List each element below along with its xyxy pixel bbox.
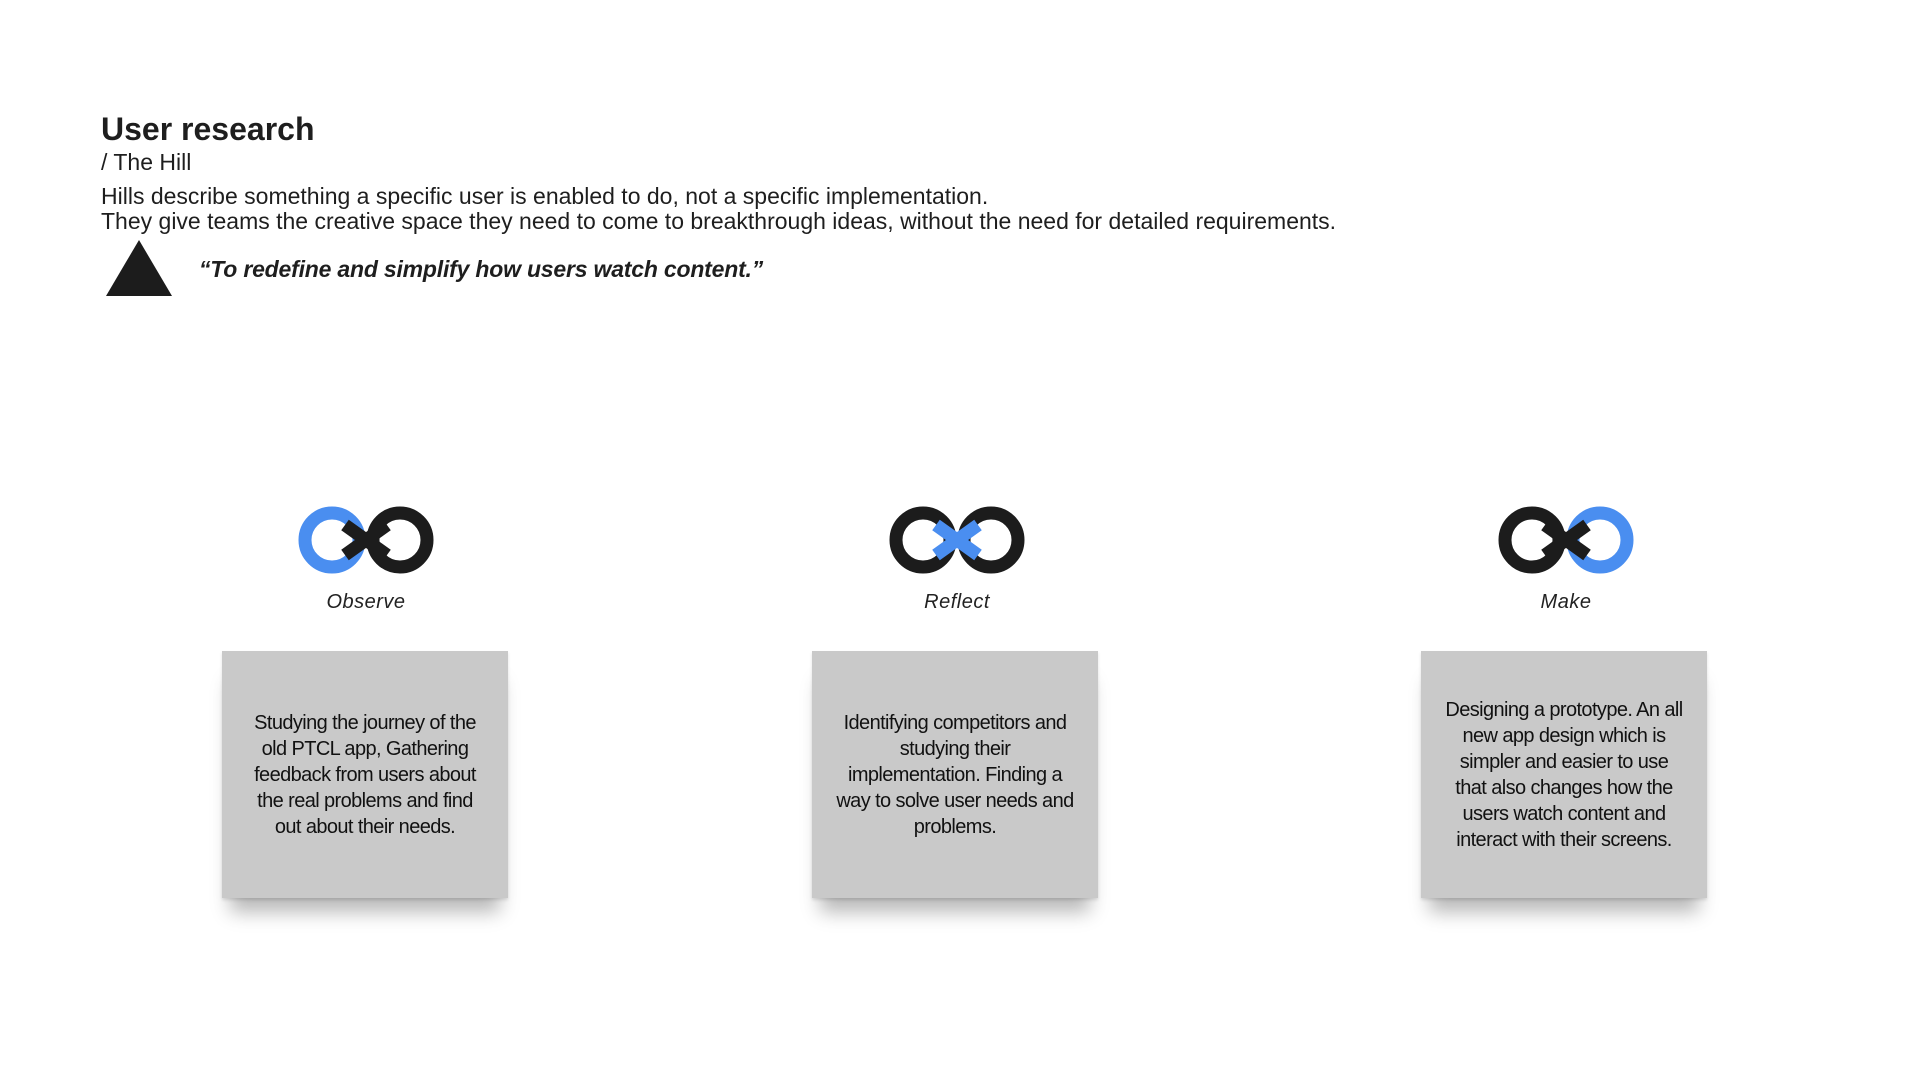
card-make bbox=[1421, 651, 1707, 898]
stage-make bbox=[1421, 505, 1711, 614]
page-title: User research bbox=[101, 111, 315, 147]
card-text-reflect: Identifying competitors and studying their implementation. Finding a way to solve user needs and problems. bbox=[836, 711, 1074, 838]
infinity-icon bbox=[1495, 505, 1637, 575]
card-text-make: Designing a prototype. An all new app design which is simpler and easier to use that also changes how the users watch content and interact with their screens. bbox=[1445, 698, 1683, 851]
card-observe bbox=[222, 651, 508, 898]
stage-label-observe: Observe bbox=[326, 591, 406, 613]
triangle-icon bbox=[105, 238, 173, 298]
card-text-observe: Studying the journey of the old PTCL app, Gathering feedback from users about the real problems and find out about their needs. bbox=[254, 711, 476, 838]
hill-statement: “To redefine and simplify how users watch content.” bbox=[199, 256, 764, 282]
infinity-icon bbox=[295, 505, 437, 575]
stage-label-make: Make bbox=[1540, 591, 1592, 613]
header bbox=[101, 110, 1601, 234]
page-subtitle: / The Hill bbox=[101, 149, 192, 175]
stage-label-reflect: Reflect bbox=[924, 591, 990, 613]
description bbox=[101, 184, 1601, 234]
description-line-2: They give teams the creative space they need to come to breakthrough ideas, without the need for detailed requirements. bbox=[101, 208, 1337, 234]
infinity-icon bbox=[886, 505, 1028, 575]
description-line-1: Hills describe something a specific user is enabled to do, not a specific implementation. bbox=[101, 183, 989, 209]
card-reflect bbox=[812, 651, 1098, 898]
stage-observe bbox=[221, 505, 511, 614]
stage-reflect bbox=[812, 505, 1102, 614]
